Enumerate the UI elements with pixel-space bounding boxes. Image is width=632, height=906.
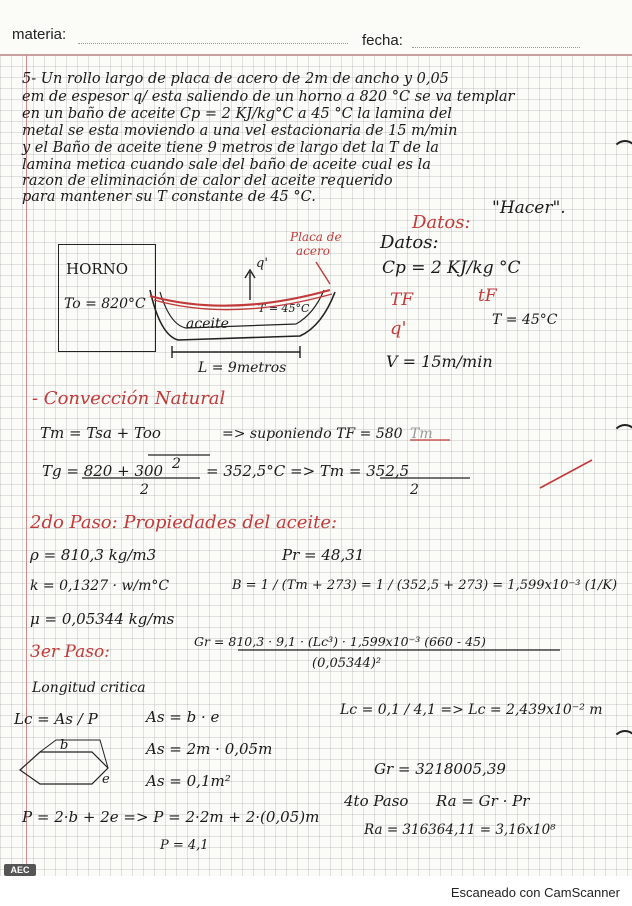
plate-cross-section: [20, 752, 108, 784]
mu-value: μ = 0,05344 kg/ms: [30, 610, 175, 628]
datos-tf: TF: [390, 290, 414, 310]
length-label: L = 9metros: [198, 360, 287, 376]
datos-t45: T = 45°C: [492, 312, 558, 328]
hacer-note: "Hacer".: [492, 198, 566, 218]
materia-label: materia:: [12, 26, 67, 43]
horno-temp: To = 820°C: [64, 296, 146, 312]
suponiendo-text: => suponiendo TF = 580: [222, 426, 403, 442]
longitud-critica-label: Longitud critica: [32, 680, 146, 696]
datos-title-red: Datos:: [412, 212, 471, 233]
gr-equation: Gr = 810,3 · 9,1 · (Lc³) · 1,599x10⁻³ (660 - 45): [194, 634, 486, 649]
placa-arrow: [316, 262, 330, 284]
tm-equation: Tm = Tsa + Too: [40, 424, 161, 442]
as-equation-1: As = b · e: [146, 708, 220, 726]
lc-calculation: Lc = 0,1 / 4,1 => Lc = 2,439x10⁻² m: [340, 702, 603, 718]
brand-logo: AEC: [4, 864, 36, 876]
datos-tf-2: tF: [478, 286, 497, 306]
tg-result-denominator: 2: [410, 482, 419, 498]
datos-velocity: V = 15m/min: [386, 352, 493, 371]
diagram-t45: T = 45°C: [258, 302, 310, 315]
plate-cross-section-top: [40, 740, 108, 768]
tg-equation: Tg = 820 + 300: [42, 462, 164, 480]
diagram-qprime: q': [256, 256, 268, 271]
problem-line-3: en un baño de aceite Cp = 2 KJ/kg°C a 45 °C la lamina del: [22, 106, 452, 122]
tm-denominator: 2: [172, 456, 181, 472]
rho-value: ρ = 810,3 kg/m3: [30, 546, 157, 564]
beta-equation: B = 1 / (Tm + 273) = 1 / (352,5 + 273) = 1,599x10⁻³ (1/K): [232, 578, 618, 593]
placa-label-1: Placa de: [290, 230, 342, 244]
perimeter-result: P = 4,1: [160, 838, 209, 853]
tg-denominator: 2: [140, 482, 149, 498]
camscanner-footer: Escaneado con CamScanner: [450, 885, 620, 900]
as-equation-3: As = 0,1m²: [146, 772, 231, 790]
problem-line-7: razon de eliminación de calor del aceite requerido: [22, 173, 393, 189]
problem-line-5: y el Baño de aceite tiene 9 metros de largo det la T de la: [22, 140, 439, 156]
datos-qprime: q': [390, 318, 407, 339]
datos-title: Datos:: [380, 232, 439, 253]
gr-denominator: (0,05344)²: [312, 656, 382, 671]
k-value: k = 0,1327 · w/m°C: [30, 578, 170, 594]
datos-cp: Cp = 2 KJ/kg °C: [382, 258, 521, 278]
as-equation-2: As = 2m · 0,05m: [146, 740, 273, 758]
ra-equation: Ra = Gr · Pr: [436, 792, 530, 810]
crossed-out-scribble: [540, 460, 592, 488]
pr-value: Pr = 48,31: [282, 546, 365, 564]
gr-result: Gr = 3218005,39: [374, 760, 506, 778]
b-label: b: [60, 738, 69, 753]
tg-result: = 352,5°C => Tm = 352,5: [206, 462, 410, 480]
problem-line-1: 5- Un rollo largo de placa de acero de 2m de ancho y 0,05: [22, 71, 449, 87]
step4-title: 4to Paso: [344, 792, 409, 810]
aceite-label: aceite: [186, 316, 229, 332]
ra-result: Ra = 316364,11 = 3,16x10⁸: [364, 822, 556, 838]
step1-title: - Convección Natural: [32, 388, 226, 409]
problem-line-4: metal se esta moviendo a una vel estacionaria de 15 m/min: [22, 123, 458, 139]
problem-line-2: em de espesor q/ esta saliendo de un horno a 820 °C se va templar: [22, 89, 515, 105]
fecha-label: fecha:: [362, 32, 403, 49]
perimeter-equation: P = 2·b + 2e => P = 2·2m + 2·(0,05)m: [22, 808, 320, 826]
problem-line-8: para mantener su T constante de 45 °C.: [22, 189, 316, 205]
step2-title: 2do Paso: Propiedades del aceite:: [30, 512, 338, 533]
crossed-tm: Tm: [410, 426, 433, 442]
lc-definition: Lc = As / P: [14, 710, 98, 728]
placa-label-2: acero: [296, 244, 330, 258]
problem-line-6: lamina metica cuando sale del baño de aceite cual es la: [22, 157, 431, 173]
e-label: e: [102, 772, 110, 787]
step3-title: 3er Paso:: [30, 642, 110, 662]
steel-plate-curve: [150, 290, 330, 306]
horno-label: HORNO: [66, 260, 129, 278]
